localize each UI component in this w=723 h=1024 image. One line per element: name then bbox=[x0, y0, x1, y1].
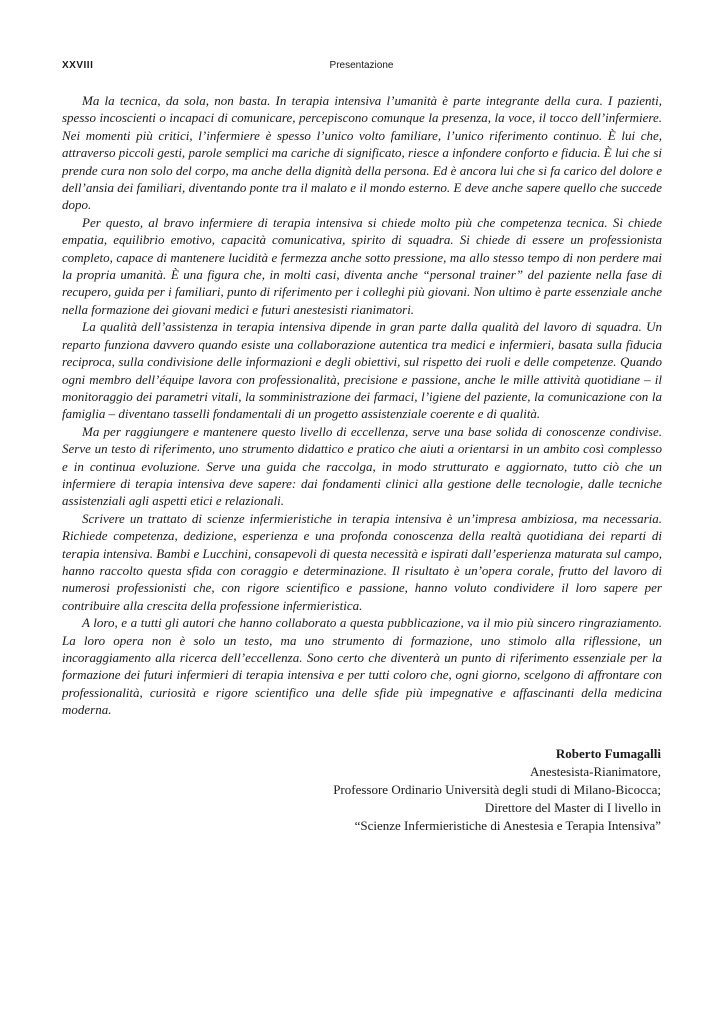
paragraph: Ma la tecnica, da sola, non basta. In terapia intensiva l’umanità è parte integrante della cura. I pazienti, spesso incoscienti o incapaci di comunicare, percepiscono comunque la presenza, la voce, il tocco dell’infermiere. Nei momenti più critici, l’infermiere è spesso l’unico volto familiare, l’unico riferimento continuo. È lui che, attraverso piccoli gesti, parole semplici ma cariche di significato, riesce a infondere conforto e fiducia. È lui che si prende cura non solo del corpo, ma anche della dignità della persona. Ed è ancora lui che si fa carico del dolore e dell’ansia dei familiari, diventando ponte tra il malato e il mondo esterno. E deve anche sapere quello che succede dopo. bbox=[62, 93, 662, 213]
paragraph: La qualità dell’assistenza in terapia intensiva dipende in gran parte dalla qualità del lavoro di squadra. Un reparto funziona davvero quando esiste una collaborazione autentica tra medici e infermieri, basata sulla fiducia reciproca, sulla condivisione delle informazioni e degli obiettivi, sul rispetto dei ruoli e delle competenze. Quando ogni membro dell’équipe lavora con professionalità, precisione e passione, anche le mille attività quotidiane – il monitoraggio dei parametri vitali, la somministrazione dei farmaci, l’igiene del paziente, la comunicazione con la famiglia – diventano tasselli fondamentali di un progetto assistenziale coerente e di qualità. bbox=[62, 319, 662, 422]
paragraph: A loro, e a tutti gli autori che hanno collaborato a questa pubblicazione, va il mio più sincero ringraziamento. La loro opera non è solo un testo, ma uno strumento di formazione, uno stimolo alla riflessione, un incoraggiamento alla ricerca dell’eccellenza. Sono certo che diventerà un punto di riferimento essenziale per la formazione dei futuri infermieri di terapia intensiva e per tutti coloro che, ogni giorno, scelgono di affrontare con professionalità, curiosità e rigore scientifico una delle sfide più impegnative e affascinanti della medicina moderna. bbox=[62, 615, 662, 718]
paragraph: Per questo, al bravo infermiere di terapia intensiva si chiede molto più che competenza tecnica. Si chiede empatia, equilibrio emotivo, capacità comunicativa, spirito di squadra. Si chiede di essere un professionista completo, capace di mantenere lucidità e fermezza anche sotto pressione, ma allo stesso tempo di non perdere mai la propria umanità. È una figura che, in molti casi, diventa anche “personal trainer” del paziente nella fase di recupero, guida per i familiari, punto di riferimento per i colleghi più giovani. Non ultimo è parte essenziale anche nella formazione dei giovani medici e futuri anestesisti rianimatori. bbox=[62, 214, 662, 317]
presentation-body bbox=[62, 92, 662, 719]
page-header bbox=[62, 60, 661, 76]
master-program-name: “Scienze Infermieristiche di Anestesia e Terapia Intensiva” bbox=[354, 818, 661, 833]
paragraph: Ma per raggiungere e mantenere questo livello di eccellenza, serve una base solida di conoscenze condivise. Serve un testo di riferimento, uno strumento didattico e pratico che aiuti a orientarsi in un ambito così complesso e in continua evoluzione. Serve una guida che raccolga, in modo strutturato e aggiornato, tutto ciò che un infermiere di terapia intensiva deve sapere: dai fondamenti clinici alla gestione delle tecnologie, dalle tecniche assistenziali agli aspetti etici e relazionali. bbox=[62, 423, 662, 509]
signature-block bbox=[101, 745, 661, 835]
paragraph: Scrivere un trattato di scienze infermieristiche in terapia intensiva è un’impresa ambiziosa, ma necessaria. Richiede competenza, dedizione, esperienza e una profonda conoscenza della realtà quotidiana dei reparti di terapia intensiva. Bambi e Lucchini, consapevoli di questa necessità e ispirati dall’esperienza maturata sul campo, hanno raccolto questa sfida con coraggio e determinazione. Il risultato è un’opera corale, frutto del lavoro di numerosi professionisti che, con rigore scientifico e passione, hanno voluto condividere il loro sapere per contribuire alla crescita della professione infermieristica. bbox=[62, 510, 662, 613]
running-section-title: Presentazione bbox=[329, 60, 394, 71]
author-name: Roberto Fumagalli bbox=[555, 746, 661, 761]
author-affiliation: Professore Ordinario Università degli studi di Milano-Bicocca; bbox=[333, 782, 661, 797]
page-number: XXVIII bbox=[62, 60, 94, 71]
author-role: Direttore del Master di I livello in bbox=[484, 800, 661, 815]
author-title: Anestesista-Rianimatore, bbox=[529, 764, 661, 779]
